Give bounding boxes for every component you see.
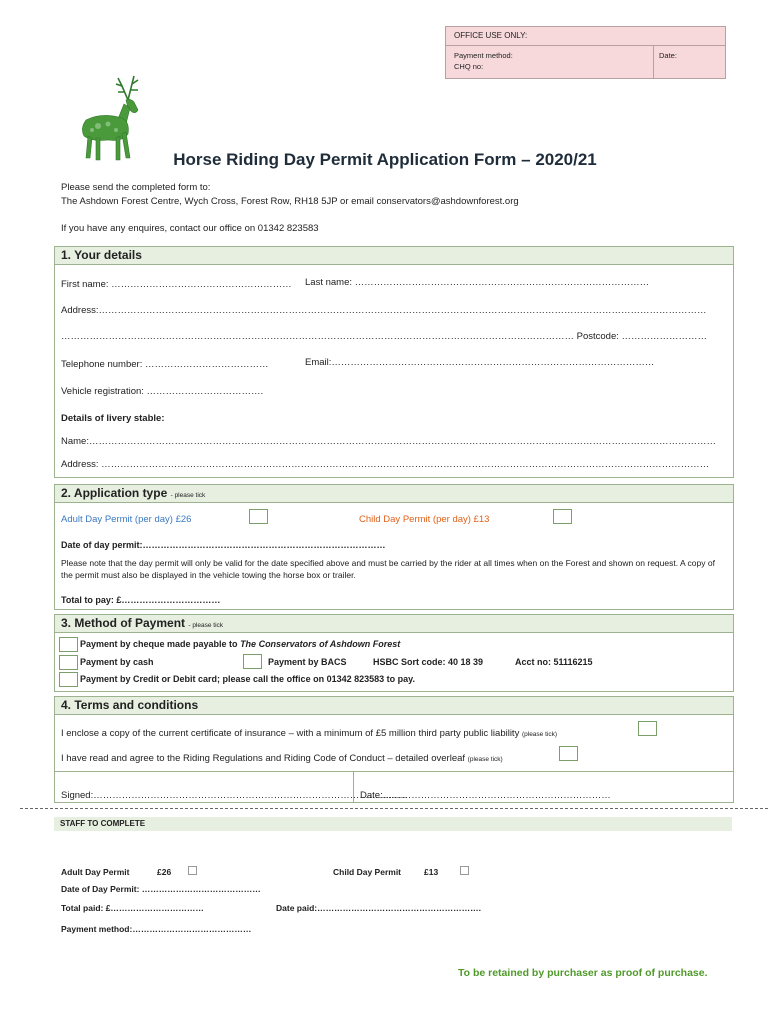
section-4-heading: 4. Terms and conditions	[55, 697, 733, 715]
section-3-heading: 3. Method of Payment - please tick	[55, 615, 733, 633]
last-name-field[interactable]: Last name: …………………………………………………………………………………	[305, 277, 650, 288]
adult-permit-checkbox[interactable]	[249, 509, 268, 524]
cash-checkbox[interactable]	[59, 655, 78, 670]
livery-name-field[interactable]: Name:………………………………………………………………………………………………………………………………………………………………………………	[61, 436, 716, 447]
bacs-sort-code: HSBC Sort code: 40 18 39	[373, 657, 484, 667]
office-divider	[446, 45, 725, 46]
staff-adult-permit: Adult Day Permit	[61, 867, 130, 877]
cash-option: Payment by cash	[80, 657, 154, 667]
adult-permit-option: Adult Day Permit (per day) £26	[61, 514, 192, 525]
staff-date-paid-field[interactable]: Date paid:………………………………………………….	[276, 903, 481, 913]
section-1-heading: 1. Your details	[55, 247, 733, 265]
send-line: Please send the completed form to:	[61, 182, 211, 193]
section-2-heading: 2. Application type - please tick	[55, 485, 733, 503]
vehicle-registration-field[interactable]: Vehicle registration: ……………………………….	[61, 386, 264, 397]
office-use-box	[445, 26, 726, 79]
staff-child-permit: Child Day Permit	[333, 867, 402, 877]
section-application-type	[54, 484, 734, 610]
staff-adult-checkbox[interactable]	[188, 866, 197, 875]
regulations-checkbox[interactable]	[559, 746, 578, 761]
office-date: Date:	[659, 51, 677, 60]
signature-row-line	[55, 771, 733, 772]
bacs-account-number: Acct no: 51116215	[515, 657, 593, 667]
regulations-statement: I have read and agree to the Riding Regulations and Riding Code of Conduct – detailed overleaf (please tick)	[61, 753, 503, 764]
office-payment-method: Payment method:	[454, 51, 513, 60]
office-title: OFFICE USE ONLY:	[454, 31, 528, 40]
address-line2-postcode-field[interactable]: ……………………………………………………………………………………………………………………………………………… Postcode: ………………………	[61, 331, 708, 342]
insurance-statement: I enclose a copy of the current certificate of insurance – with a minimum of £5 million third party public liability (please tick)	[61, 728, 558, 739]
enquiries-line: If you have any enquires, contact our office on 01342 823583	[61, 223, 319, 234]
staff-child-checkbox[interactable]	[460, 866, 469, 875]
insurance-checkbox[interactable]	[638, 721, 657, 736]
section-terms	[54, 696, 734, 803]
staff-heading-bar	[54, 817, 732, 831]
date-of-permit-field[interactable]: Date of day permit:………………………………………………………………………	[61, 540, 386, 550]
first-name-field[interactable]: First name: …………………………………………………	[61, 279, 292, 290]
staff-adult-price: £26	[157, 867, 172, 877]
bacs-option: Payment by BACS	[268, 657, 347, 667]
staff-date-of-permit-field[interactable]: Date of Day Permit: ……………………………………	[61, 884, 261, 894]
cut-line	[20, 808, 768, 809]
telephone-field[interactable]: Telephone number: …………………………………	[61, 359, 269, 370]
permit-notice: Please note that the day permit will only be valid for the date specified above and must be carried by the rider at all times when on the Forest and shown on request. A copy of the permit must also be displayed in the vehicle towing the horse box or trailer.	[61, 558, 715, 580]
card-checkbox[interactable]	[59, 672, 78, 687]
child-permit-option: Child Day Permit (per day) £13	[359, 514, 490, 525]
staff-payment-method-field[interactable]: Payment method:……………………………………	[61, 924, 252, 934]
office-chq-no: CHQ no:	[454, 62, 484, 71]
child-permit-checkbox[interactable]	[553, 509, 572, 524]
bacs-checkbox[interactable]	[243, 654, 262, 669]
cheque-option: Payment by cheque made payable to The Conservators of Ashdown Forest	[80, 639, 401, 649]
page-title: Horse Riding Day Permit Application Form – 2020/21	[173, 150, 597, 169]
address-line: The Ashdown Forest Centre, Wych Cross, Forest Row, RH18 5JP or email conservators@ashdownforest.org	[61, 196, 519, 207]
cheque-payee: The Conservators of Ashdown Forest	[240, 639, 401, 649]
section-your-details	[54, 246, 734, 478]
total-to-pay-field[interactable]: Total to pay: £……………………………	[61, 595, 221, 605]
cheque-checkbox[interactable]	[59, 637, 78, 652]
staff-child-price: £13	[424, 867, 439, 877]
email-field[interactable]: Email:…………………………………………………………………………………………	[305, 357, 655, 368]
signature-date-field[interactable]: Date:………………………………………………………………	[360, 790, 611, 801]
staff-total-paid-field[interactable]: Total paid: £……………………………	[61, 903, 204, 913]
signed-field[interactable]: Signed:………………………………………………………………………………………	[61, 790, 407, 801]
address-field[interactable]: Address:…………………………………………………………………………………………………………………………………………………………………………	[61, 305, 707, 316]
retain-notice: To be retained by purchaser as proof of purchase.	[458, 967, 708, 979]
section-payment-method	[54, 614, 734, 692]
card-option: Payment by Credit or Debit card; please call the office on 01342 823583 to pay.	[80, 674, 415, 684]
livery-address-field[interactable]: Address: …………………………………………………………………………………………………………………………………………………………………………	[61, 459, 710, 470]
office-vdivider	[653, 45, 654, 78]
staff-heading: STAFF TO COMPLETE	[60, 819, 146, 828]
livery-heading: Details of livery stable:	[61, 413, 165, 424]
